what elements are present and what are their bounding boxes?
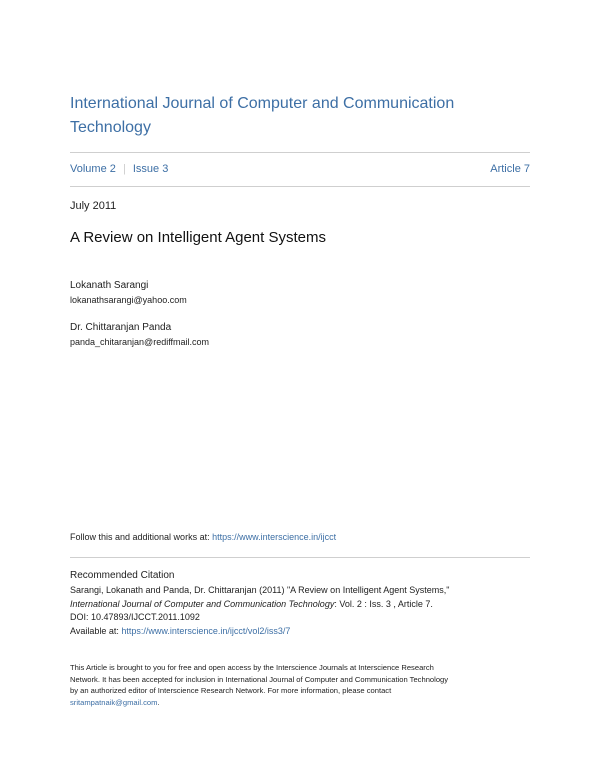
- follow-link[interactable]: https://www.interscience.in/ijcct: [212, 532, 337, 542]
- journal-title-line2[interactable]: Technology: [70, 119, 151, 136]
- separator: |: [122, 163, 126, 175]
- publication-date: July 2011: [70, 200, 117, 212]
- follow-label: Follow this and additional works at:: [70, 532, 213, 542]
- volume-issue: [70, 163, 168, 175]
- citation-journal: International Journal of Computer and Communication Technology: [70, 599, 335, 609]
- author-email: panda_chitaranjan@rediffmail.com: [70, 337, 210, 347]
- article-number[interactable]: Article 7: [490, 163, 530, 175]
- article-link[interactable]: [490, 163, 530, 175]
- citation-details: : Vol. 2 : Iss. 3 , Article 7.: [334, 599, 433, 609]
- author-name: Lokanath Sarangi: [70, 280, 149, 291]
- divider: [70, 152, 530, 153]
- footer-line: by an authorized editor of Interscience Research Network. For more information, please contact: [70, 686, 392, 695]
- footer-line: Network. It has been accepted for inclusion in International Journal of Computer and Communication Technology: [70, 674, 449, 684]
- footer-line: This Article is brought to you for free and open access by the Interscience Journals at Interscience Research: [70, 663, 434, 672]
- issue-link[interactable]: Issue 3: [132, 163, 169, 175]
- footer-notice: [70, 662, 448, 708]
- available-label: Available at:: [70, 626, 122, 636]
- contact-email-link[interactable]: sritampatnaik@gmail.com: [70, 697, 158, 707]
- citation-available: [70, 626, 290, 636]
- follow-line: [70, 532, 336, 542]
- divider: [70, 557, 530, 558]
- author-email: lokanathsarangi@yahoo.com: [70, 295, 187, 305]
- citation-doi: DOI: 10.47893/IJCCT.2011.1092: [70, 612, 200, 622]
- divider: [70, 186, 530, 187]
- volume-link[interactable]: Volume 2: [70, 163, 116, 175]
- citation-heading: Recommended Citation: [70, 570, 175, 581]
- footer-period: .: [157, 697, 160, 707]
- footer-line: [70, 697, 448, 709]
- available-link[interactable]: https://www.interscience.in/ijcct/vol2/iss3/7: [121, 626, 291, 636]
- author-name: Dr. Chittaranjan Panda: [70, 322, 172, 333]
- article-title: A Review on Intelligent Agent Systems: [70, 229, 326, 246]
- citation-line2: [70, 599, 433, 609]
- citation-line1: Sarangi, Lokanath and Panda, Dr. Chittaranjan (2011) "A Review on Intelligent Agent Systems,": [70, 585, 450, 595]
- journal-title-line1[interactable]: International Journal of Computer and Communication: [70, 95, 455, 112]
